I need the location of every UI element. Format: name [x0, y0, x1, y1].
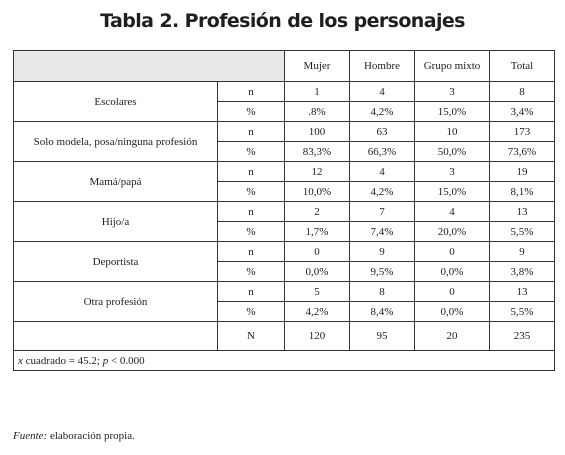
header-hombre: Hombre	[350, 51, 415, 82]
stat-label: n	[218, 202, 285, 222]
value-cell: 3	[415, 162, 490, 182]
value-cell: 13	[490, 282, 555, 302]
chi-square-note	[14, 351, 555, 371]
value-cell: 3	[415, 82, 490, 102]
value-cell: 10,0%	[285, 182, 350, 202]
stat-label: n	[218, 282, 285, 302]
value-cell: 20,0%	[415, 222, 490, 242]
value-cell: 8	[490, 82, 555, 102]
table-row	[14, 82, 555, 102]
footnote-p: p	[102, 354, 109, 367]
value-cell: 8	[350, 282, 415, 302]
source-note	[13, 430, 135, 442]
totals-value: 20	[415, 322, 490, 351]
header-empty-cell	[14, 51, 285, 82]
row-label: Escolares	[14, 82, 218, 122]
header-mujer: Mujer	[285, 51, 350, 82]
value-cell: 3,4%	[490, 102, 555, 122]
value-cell: 0	[415, 242, 490, 262]
value-cell: 63	[350, 122, 415, 142]
value-cell: 9	[350, 242, 415, 262]
value-cell: 10	[415, 122, 490, 142]
row-label: Deportista	[14, 242, 218, 282]
value-cell: 0,0%	[285, 262, 350, 282]
value-cell: 9	[490, 242, 555, 262]
value-cell: 50,0%	[415, 142, 490, 162]
totals-value: 95	[350, 322, 415, 351]
row-label: Solo modela, posa/ninguna profesión	[14, 122, 218, 162]
stat-label: n	[218, 162, 285, 182]
value-cell: 1,7%	[285, 222, 350, 242]
value-cell: 2	[285, 202, 350, 222]
source-text: elaboración propia.	[47, 430, 135, 442]
footnote-text2: < 0.000	[108, 354, 145, 367]
table-row	[14, 242, 555, 262]
stat-label: %	[218, 222, 285, 242]
header-row	[14, 51, 555, 82]
value-cell: 4	[350, 82, 415, 102]
totals-label: N	[218, 322, 285, 351]
value-cell: 7	[350, 202, 415, 222]
value-cell: .8%	[285, 102, 350, 122]
row-label: Hijo/a	[14, 202, 218, 242]
value-cell: 100	[285, 122, 350, 142]
value-cell: 5	[285, 282, 350, 302]
table-row	[14, 162, 555, 182]
stat-label: n	[218, 242, 285, 262]
row-label: Mamá/papá	[14, 162, 218, 202]
value-cell: 5,5%	[490, 222, 555, 242]
profession-table	[13, 50, 555, 371]
footnote-text1: cuadrado = 45.2;	[22, 354, 103, 367]
value-cell: 9,5%	[350, 262, 415, 282]
value-cell: 0,0%	[415, 262, 490, 282]
value-cell: 66,3%	[350, 142, 415, 162]
stat-label: %	[218, 102, 285, 122]
value-cell: 8,1%	[490, 182, 555, 202]
row-label: Otra profesión	[14, 282, 218, 322]
totals-value: 120	[285, 322, 350, 351]
header-total: Total	[490, 51, 555, 82]
value-cell: 15,0%	[415, 182, 490, 202]
value-cell: 4	[350, 162, 415, 182]
value-cell: 19	[490, 162, 555, 182]
stat-label: %	[218, 302, 285, 322]
value-cell: 173	[490, 122, 555, 142]
value-cell: 4,2%	[350, 102, 415, 122]
footnote-row	[14, 351, 555, 371]
value-cell: 0,0%	[415, 302, 490, 322]
totals-value: 235	[490, 322, 555, 351]
totals-row	[14, 322, 555, 351]
table-row	[14, 282, 555, 302]
stat-label: %	[218, 142, 285, 162]
value-cell: 7,4%	[350, 222, 415, 242]
value-cell: 3,8%	[490, 262, 555, 282]
value-cell: 15,0%	[415, 102, 490, 122]
value-cell: 73,6%	[490, 142, 555, 162]
stat-label: n	[218, 122, 285, 142]
value-cell: 5,5%	[490, 302, 555, 322]
table-row	[14, 202, 555, 222]
value-cell: 0	[285, 242, 350, 262]
value-cell: 4,2%	[285, 302, 350, 322]
value-cell: 1	[285, 82, 350, 102]
value-cell: 8,4%	[350, 302, 415, 322]
footnote-x: x	[18, 354, 23, 367]
totals-empty-cell	[14, 322, 218, 351]
value-cell: 4	[415, 202, 490, 222]
stat-label: %	[218, 182, 285, 202]
value-cell: 83,3%	[285, 142, 350, 162]
source-label: Fuente:	[13, 430, 48, 442]
table-row	[14, 122, 555, 142]
value-cell: 12	[285, 162, 350, 182]
value-cell: 0	[415, 282, 490, 302]
stat-label: %	[218, 262, 285, 282]
stat-label: n	[218, 82, 285, 102]
value-cell: 4,2%	[350, 182, 415, 202]
header-grupo-mixto: Grupo mixto	[415, 51, 490, 82]
value-cell: 13	[490, 202, 555, 222]
table-title: Tabla 2. Profesión de los personajes	[100, 10, 465, 32]
